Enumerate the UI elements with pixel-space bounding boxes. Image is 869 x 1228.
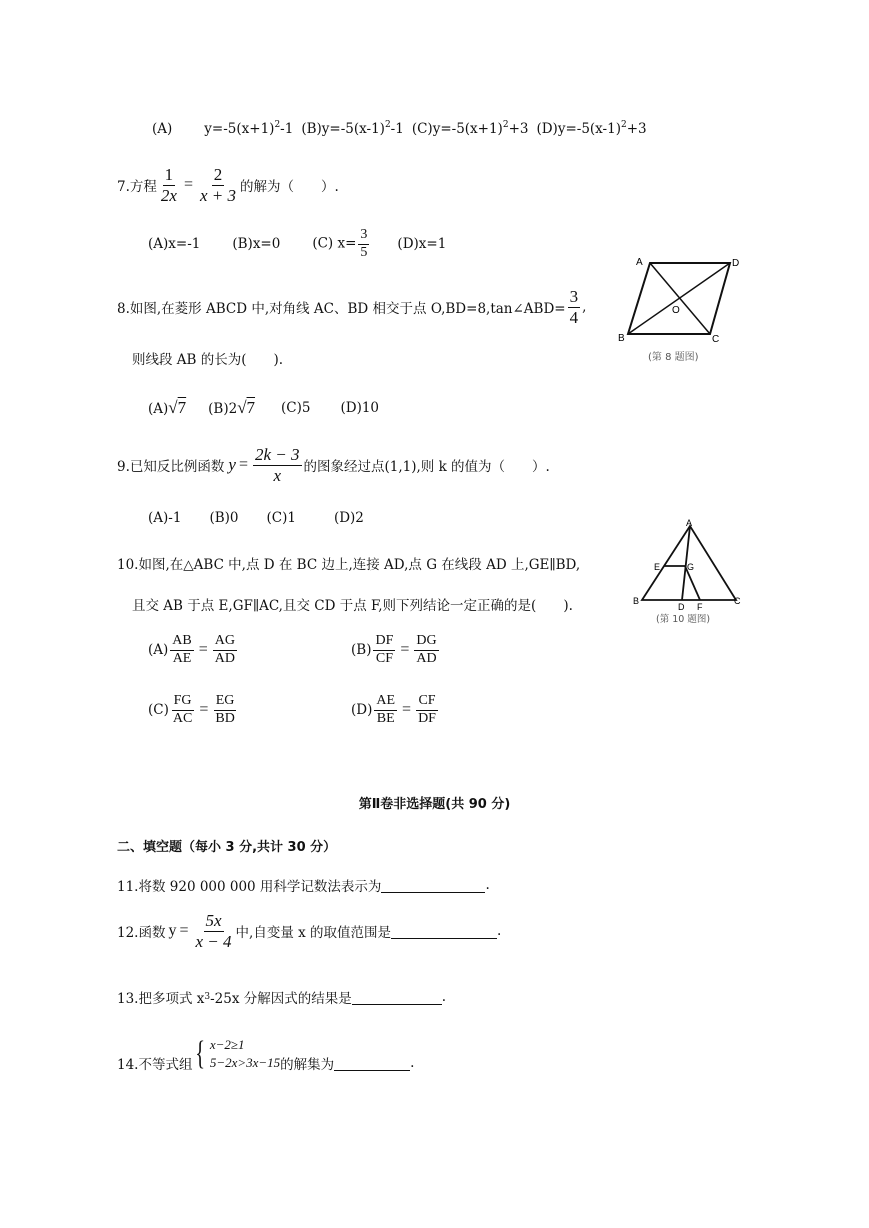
q12: 12.函数 y = $\frac{5x}{x - 4}$ 中,自变量 x 的取值范围是 . xyxy=(117,911,502,951)
q6-options xyxy=(152,120,647,137)
q10-option-b: (B) $\frac{DF}{CF}$ = $\frac{DG}{AD}$ xyxy=(351,633,437,666)
part2-title: 第Ⅱ卷非选择题(共 90 分) xyxy=(358,797,511,812)
q7-option-b: (B)x=0 xyxy=(232,236,281,253)
q9-option-d: (D)2 xyxy=(333,510,364,526)
q8-options xyxy=(148,398,379,418)
q10-label-b: B xyxy=(633,596,640,606)
q7-rhs-fraction: $\frac{2}{x + 3}$ xyxy=(199,165,236,205)
q14-answer-blank[interactable] xyxy=(334,1056,410,1071)
q8-tan-fraction: $\frac{3}{4}$ xyxy=(569,287,579,327)
q13: 13.把多项式 x 3 -25x 分解因式的结果是 . xyxy=(117,989,447,1007)
q7-options xyxy=(148,228,446,260)
q8-label-o: O xyxy=(672,305,680,316)
q10-triangle-figure xyxy=(630,518,750,630)
q12-fraction: $\frac{5x}{x - 4}$ xyxy=(195,911,232,951)
q8-stem: 8.如图,在菱形 ABCD 中,对角线 AC、BD 相交于点 O,BD=8,tan∠ABD= $\frac{3}{4}$ , xyxy=(117,287,587,327)
q10-stem-line1: 10.如图,在△ABC 中,点 D 在 BC 边上,连接 AD,点 G 在线段 AD 上,GE∥BD, xyxy=(117,557,581,573)
q10-figure-caption: (第 10 题图) xyxy=(656,614,711,625)
q14-inequality-system: x−2≥1 5−2x>3x−15 xyxy=(209,1037,281,1070)
q11-answer-blank[interactable] xyxy=(381,878,485,893)
q14-brace: { xyxy=(195,1035,206,1072)
q8-label-d: D xyxy=(732,258,740,269)
q10-option-d: (D) $\frac{AE}{BE}$ = $\frac{CF}{DF}$ xyxy=(351,693,436,726)
q8-option-c: (C)5 xyxy=(281,400,311,416)
q6-option-d: $(D)y=-5(x-1)^2+3$ xyxy=(536,120,647,137)
q10-option-a: (A) $\frac{AB}{AE}$ = $\frac{AG}{AD}$ xyxy=(148,633,236,666)
q9-options xyxy=(148,510,364,526)
q8-label-b: B xyxy=(618,333,625,344)
q6-option-c: $(C)y=-5(x+1)^2+3$ xyxy=(411,120,529,137)
q10-label-g: G xyxy=(687,562,695,572)
q10-label-c: C xyxy=(734,596,741,606)
section-fill-in-title: 二、填空题（每小 3 分,共计 30 分） xyxy=(117,840,337,855)
q8-rhombus-figure xyxy=(612,250,752,370)
q8-option-d: (D)10 xyxy=(340,400,380,416)
q10-stem-line2: 且交 AB 于点 E,GF∥AC,且交 CD 于点 F,则下列结论一定正确的是( ). xyxy=(132,598,573,614)
q7-lhs-fraction: $\frac{1}{2x}$ xyxy=(160,165,177,205)
q14: 14.不等式组 { x−2≥1 5−2x>3x−15 的解集为 . xyxy=(117,1035,415,1073)
q7-option-d: (D)x=1 xyxy=(397,236,447,253)
q8-stem-line2: 则线段 AB 的长为( ). xyxy=(132,352,284,368)
q10-label-f: F xyxy=(697,602,703,612)
q11: 11.将数 920 000 000 用科学记数法表示为 . xyxy=(117,877,490,895)
q9-fraction: $\frac{2k - 3}{x}$ xyxy=(254,445,300,485)
q8-label-c: C xyxy=(712,334,720,345)
q10-label-d: D xyxy=(678,602,685,612)
q7-stem: 7.方程 $\frac{1}{2x}$ = $\frac{2}{x + 3}$ 的解为（ ）. xyxy=(117,165,339,205)
q9-stem: 9.已知反比例函数 y = $\frac{2k - 3}{x}$ 的图象经过点(1,1),则 k 的值为（ ）. xyxy=(117,445,550,485)
q6-option-a-label: (A) xyxy=(152,120,173,137)
q6-option-a: $y=-5(x+1)^2-1$ xyxy=(204,120,294,137)
q10-label-a: A xyxy=(686,518,693,528)
q7-option-c: (C) x= $\frac{3}{5}$ xyxy=(312,227,368,260)
q6-option-b: $(B)y=-5(x-1)^2-1$ xyxy=(301,120,404,137)
q8-figure-caption: (第 8 题图) xyxy=(648,352,699,363)
q10-option-c: (C) $\frac{FG}{AC}$ = $\frac{EG}{BD}$ xyxy=(148,693,235,726)
q12-answer-blank[interactable] xyxy=(391,924,497,939)
q9-option-c: (C)1 xyxy=(266,510,296,526)
q7-option-a: (A)x=-1 xyxy=(148,236,201,253)
q8-option-b: (B)2√7 xyxy=(208,398,256,417)
q13-answer-blank[interactable] xyxy=(352,990,442,1005)
q10-label-e: E xyxy=(654,562,661,572)
q8-label-a: A xyxy=(636,257,643,268)
q9-option-a: (A)-1 xyxy=(148,510,182,526)
q9-option-b: (B)0 xyxy=(209,510,239,526)
q8-option-a: (A)√7 xyxy=(148,398,187,417)
